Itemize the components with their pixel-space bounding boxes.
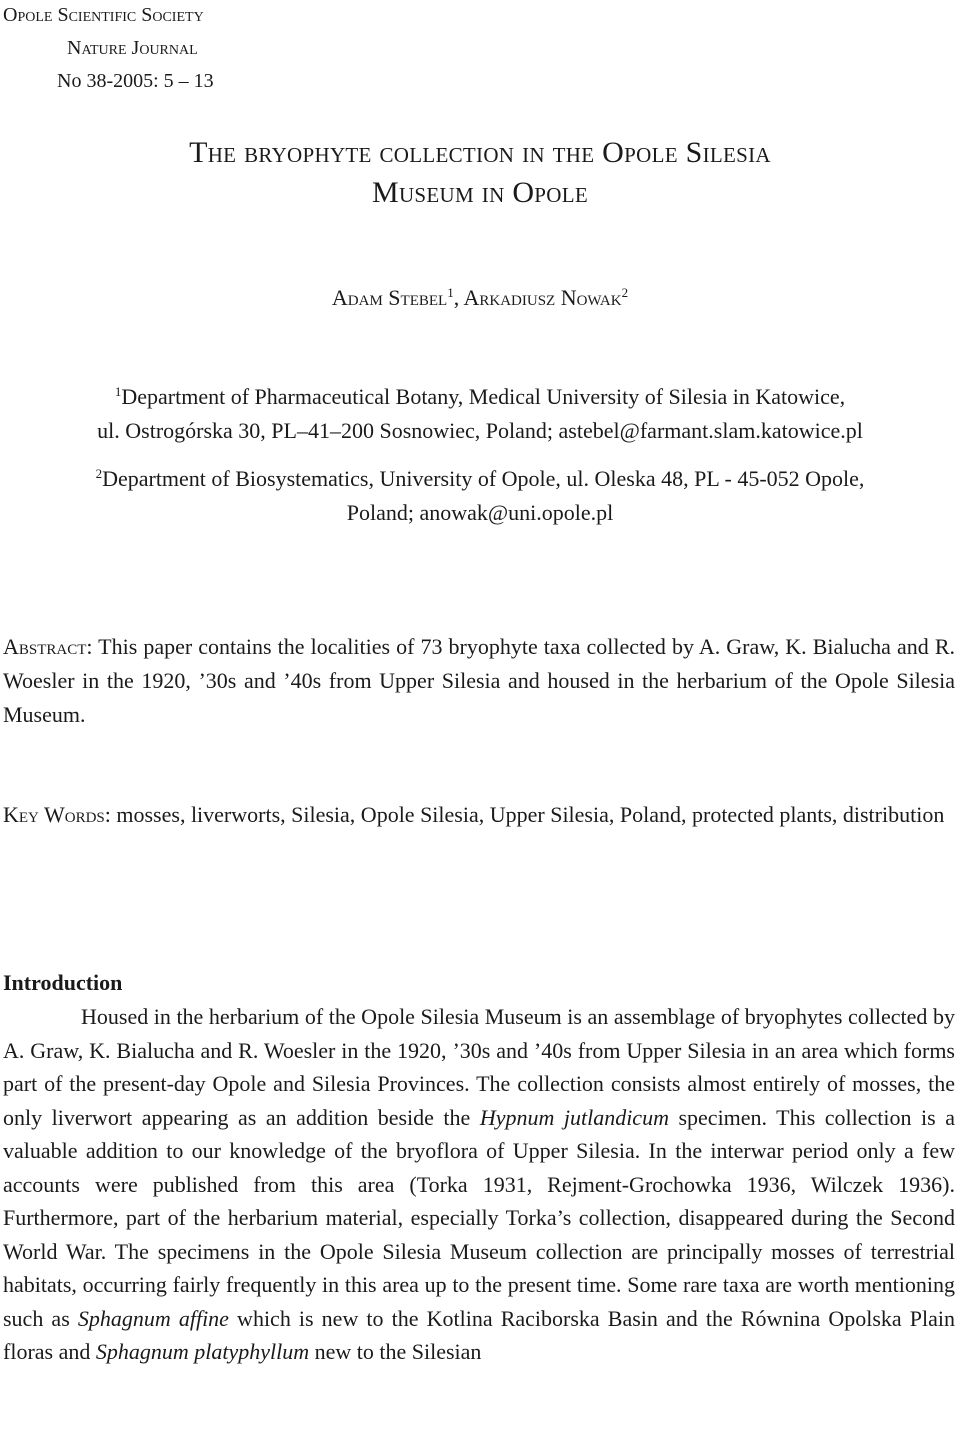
affiliation-2 — [0, 462, 960, 530]
affiliation-1-marker: 1 — [114, 384, 122, 399]
abstract-label: Abstract — [3, 634, 87, 659]
affiliation-2-marker: 2 — [95, 466, 103, 481]
society-name: Opole Scientific Society — [3, 4, 204, 26]
introduction-paragraph: Housed in the herbarium of the Opole Silesia Museum is an assemblage of bryophytes collected by A. Graw, K. Bialucha and R. Woesler in the 1920, ’30s and ’40s from Upper Silesia in an area which forms part of the present-day Opole and Silesia Provinces. The collection consists almost entirely of mosses, the only liverwort appearing as an addition beside the Hypnum jutlandicum specimen. This collection is a valuable addition to our knowledge of the bryoflora of Upper Silesia. In the interwar period only a few accounts were published from this area (Torka 1931, Rejment-Grochowka 1936, Wilczek 1936). Furthermore, part of the herbarium material, especially Torka’s collection, disappeared during the Second World War. The specimens in the Opole Silesia Museum collection are principally mosses of terrestrial habitats, occurring fairly frequently in this area up to the present time. Some rare taxa are worth mentioning such as Sphagnum affine which is new to the Kotlina Raciborska Basin and the Równina Opolska Plain floras and Sphagnum platyphyllum new to the Silesian — [3, 1004, 956, 1364]
journal-name: Nature Journal — [67, 37, 198, 59]
affiliation-1 — [0, 380, 960, 448]
title-line-2: Museum in Opole — [371, 176, 588, 209]
author-1: Adam Stebel — [331, 285, 448, 310]
introduction-heading: Introduction — [3, 970, 123, 995]
author-separator: , — [453, 285, 464, 310]
species-name: Sphagnum affine — [77, 1305, 229, 1331]
affiliation-1-line-1: $^1$Department of Pharmaceutical Botany, Medical University of Silesia in Katowice, — [114, 384, 846, 409]
author-list — [0, 284, 960, 312]
species-name: Hypnum jutlandicum — [479, 1104, 669, 1130]
abstract — [3, 630, 955, 732]
affiliation-2-line-1: $^2$Department of Biosystematics, University of Opole, ul. Oleska 48, PL - 45-052 Opole, — [95, 466, 865, 491]
affiliation-2-line-2: Poland; anowak@uni.opole.pl — [346, 500, 614, 525]
author-2-affiliation-marker: 2 — [621, 285, 629, 300]
issue-number: No 38-2005: 5 – 13 — [57, 70, 214, 92]
author-1-affiliation-marker: 1 — [447, 285, 454, 300]
keywords — [3, 798, 955, 832]
keywords-label: Key Words — [3, 802, 105, 827]
author-2: Arkadiusz Nowak — [463, 285, 622, 310]
species-name: Sphagnum platyphyllum — [95, 1339, 310, 1364]
abstract-text: : This paper contains the localities of 73 bryophyte taxa collected by A. Graw, K. Bialucha and R. Woesler in the 1920, ’30s and ’40s from Upper Silesia and housed in the herbarium of the Opole Silesia Museum. — [3, 634, 955, 727]
keywords-text: : mosses, liverworts, Silesia, Opole Silesia, Upper Silesia, Poland, protected plants, distribution — [104, 802, 945, 827]
title-line-1: The bryophyte collection in the Opole Silesia — [189, 136, 771, 169]
affiliation-1-line-2: ul. Ostrogórska 30, PL–41–200 Sosnowiec, Poland; astebel@farmant.slam.katowice.pl — [97, 418, 863, 443]
